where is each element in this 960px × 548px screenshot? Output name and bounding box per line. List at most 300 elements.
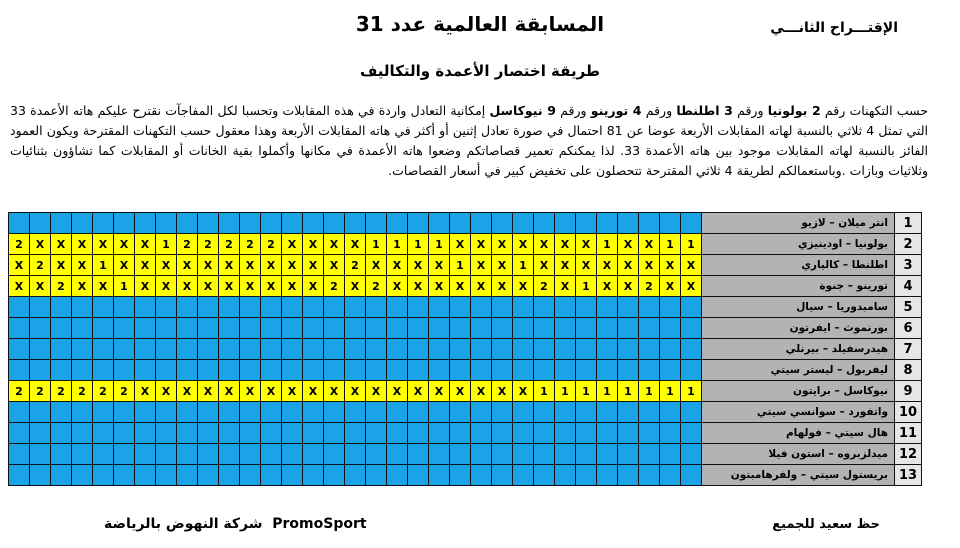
row-number: 13	[895, 465, 922, 486]
grid-cell: 1	[156, 234, 177, 255]
grid-cell	[408, 465, 429, 486]
grid-cell	[135, 318, 156, 339]
grid-cell	[198, 444, 219, 465]
grid-cell	[408, 423, 429, 444]
grid-cell	[30, 213, 51, 234]
grid-cell	[345, 318, 366, 339]
grid-cell	[555, 339, 576, 360]
grid-cell: X	[114, 255, 135, 276]
grid-cell	[177, 423, 198, 444]
grid-cell	[681, 318, 702, 339]
grid-cell	[471, 360, 492, 381]
grid-cell: X	[492, 234, 513, 255]
grid-cell	[219, 465, 240, 486]
grid-cell	[555, 444, 576, 465]
grid-cell: 2	[324, 276, 345, 297]
grid-cell: X	[198, 255, 219, 276]
grid-cell	[135, 360, 156, 381]
grid-cell	[597, 423, 618, 444]
grid-cell	[324, 465, 345, 486]
grid-cell	[345, 360, 366, 381]
grid-cell: X	[282, 234, 303, 255]
brand-name: PromoSport	[272, 516, 367, 532]
grid-cell: 1	[93, 255, 114, 276]
match-name: سامبدوريا – سيال	[702, 297, 895, 318]
grid-cell	[366, 297, 387, 318]
grid-cell	[324, 402, 345, 423]
grid-cell	[282, 360, 303, 381]
grid-cell: 2	[51, 381, 72, 402]
grid-cell	[408, 402, 429, 423]
grid-cell	[450, 297, 471, 318]
grid-cell	[114, 423, 135, 444]
grid-cell: X	[156, 381, 177, 402]
grid-cell	[93, 339, 114, 360]
grid-cell	[534, 297, 555, 318]
grid-cell: X	[303, 276, 324, 297]
grid-cell	[72, 297, 93, 318]
grid-cell	[471, 339, 492, 360]
grid-cell	[366, 213, 387, 234]
grid-cell	[177, 465, 198, 486]
grid-cell: X	[513, 276, 534, 297]
grid-cell: X	[597, 255, 618, 276]
grid-cell	[324, 423, 345, 444]
grid-cell: X	[429, 276, 450, 297]
grid-cell	[366, 423, 387, 444]
grid-cell	[618, 318, 639, 339]
row-number: 4	[895, 276, 922, 297]
grid-cell	[534, 402, 555, 423]
grid-cell: X	[303, 255, 324, 276]
desc-bold-newcastle: 9 نيوكاسل	[489, 103, 556, 118]
grid-cell	[156, 339, 177, 360]
grid-cell: 1	[387, 234, 408, 255]
grid-cell	[345, 423, 366, 444]
grid-cell: X	[282, 381, 303, 402]
grid-cell	[555, 213, 576, 234]
grid-cell: X	[324, 234, 345, 255]
grid-cell	[429, 213, 450, 234]
grid-cell: X	[450, 381, 471, 402]
company-name: شركة النهوض بالرياضة	[104, 516, 263, 532]
grid-cell: 2	[114, 381, 135, 402]
grid-cell: X	[93, 276, 114, 297]
grid-cell	[387, 213, 408, 234]
grid-cell	[282, 423, 303, 444]
grid-cell: X	[72, 276, 93, 297]
grid-cell	[51, 360, 72, 381]
grid-cell	[555, 465, 576, 486]
grid-cell	[534, 318, 555, 339]
grid-cell: X	[135, 255, 156, 276]
grid-cell: X	[681, 255, 702, 276]
grid-cell	[156, 423, 177, 444]
grid-cell: X	[303, 381, 324, 402]
grid-cell: 2	[198, 234, 219, 255]
grid-cell	[219, 360, 240, 381]
grid-cell: X	[555, 234, 576, 255]
grid-cell	[261, 444, 282, 465]
grid-cell: X	[72, 234, 93, 255]
desc-text: إمكانية التعادل واردة في هذه المقابلات وتحسبا لكل المفاجآت نقترح عليكم هاته الأعمدة 33 التي تمثل 4 ثلاثي بالنسبة لهاته المقابلات الأربعة عوضا عن 81 احتمال في صورة تعادل إثنين أو أكثر في هاته المقابلات الأربعة وهذا معقول حسب التكهنات المقترحة ويكون العمود الفائز بالنسبة لهاته المقابلات موجود بين هاته الأعمدة 33. لذا يمكنكم تعمير قصاصاتكم وضعوا هاته الأعمدة في مكانها وأكملوا بقية الخانات أو المقابلات كما تشاؤون بثنائيات وثلاثيات وبازات .وباستعمالكم لطريقة 4 ثلاثي المقترحة تتحصلون على تخفيض كبير في أسعار القصاصات.	[10, 103, 928, 178]
grid-cell	[576, 444, 597, 465]
grid-cell	[198, 297, 219, 318]
grid-cell	[114, 465, 135, 486]
grid-cell	[282, 297, 303, 318]
grid-cell: 1	[681, 234, 702, 255]
grid-cell	[72, 213, 93, 234]
grid-cell: X	[555, 276, 576, 297]
grid-cell: X	[429, 255, 450, 276]
grid-cell	[135, 339, 156, 360]
grid-cell	[261, 465, 282, 486]
row-number: 10	[895, 402, 922, 423]
grid-cell	[114, 402, 135, 423]
grid-cell	[303, 402, 324, 423]
grid-cell	[219, 444, 240, 465]
grid-cell	[387, 423, 408, 444]
grid-cell: X	[240, 381, 261, 402]
grid-cell	[576, 213, 597, 234]
grid-cell: X	[534, 255, 555, 276]
grid-cell	[72, 318, 93, 339]
grid-cell	[492, 318, 513, 339]
grid-cell	[345, 297, 366, 318]
grid-cell	[156, 360, 177, 381]
grid-cell: X	[387, 276, 408, 297]
grid-cell	[135, 423, 156, 444]
grid-cell	[345, 465, 366, 486]
grid-cell: X	[387, 255, 408, 276]
grid-cell: X	[555, 255, 576, 276]
grid-cell	[93, 213, 114, 234]
grid-cell	[51, 465, 72, 486]
grid-cell: X	[345, 234, 366, 255]
grid-cell	[114, 318, 135, 339]
grid-cell: X	[261, 255, 282, 276]
grid-row	[9, 444, 922, 465]
grid-cell	[156, 465, 177, 486]
grid-cell	[93, 402, 114, 423]
grid-cell	[177, 213, 198, 234]
grid-cell	[9, 213, 30, 234]
grid-cell: X	[198, 276, 219, 297]
grid-cell	[282, 402, 303, 423]
grid-cell	[408, 339, 429, 360]
grid-cell	[471, 402, 492, 423]
grid-row	[9, 465, 922, 486]
desc-text: ورقم	[641, 103, 677, 118]
grid-row	[9, 423, 922, 444]
grid-cell: X	[471, 234, 492, 255]
grid-cell	[9, 297, 30, 318]
grid-cell	[303, 444, 324, 465]
grid-cell	[135, 297, 156, 318]
grid-cell	[366, 318, 387, 339]
grid-cell	[681, 423, 702, 444]
grid-cell	[282, 465, 303, 486]
grid-cell	[303, 339, 324, 360]
grid-cell	[513, 465, 534, 486]
grid-cell	[660, 297, 681, 318]
grid-cell: X	[261, 381, 282, 402]
grid-cell	[681, 360, 702, 381]
grid-row	[9, 213, 922, 234]
grid-cell	[618, 465, 639, 486]
grid-cell	[240, 423, 261, 444]
footer-wish: حظ سعيد للجميع	[772, 517, 880, 532]
match-name: نيوكاسل – برايتون	[702, 381, 895, 402]
grid-cell	[492, 213, 513, 234]
grid-cell	[72, 444, 93, 465]
grid-cell	[639, 423, 660, 444]
grid-cell	[513, 402, 534, 423]
grid-cell	[660, 444, 681, 465]
grid-cell	[30, 318, 51, 339]
grid-cell	[177, 339, 198, 360]
grid-cell	[387, 444, 408, 465]
grid-cell	[324, 213, 345, 234]
grid-cell: 1	[114, 276, 135, 297]
match-name: بريستول سيتي – ولفرهامبتون	[702, 465, 895, 486]
grid-cell	[261, 360, 282, 381]
grid-cell: 2	[51, 276, 72, 297]
grid-cell	[72, 360, 93, 381]
grid-cell: X	[492, 255, 513, 276]
grid-cell	[198, 339, 219, 360]
grid-cell	[429, 465, 450, 486]
grid-cell: X	[324, 255, 345, 276]
grid-cell	[198, 465, 219, 486]
grid-cell	[429, 423, 450, 444]
grid-cell	[93, 444, 114, 465]
grid-cell	[240, 465, 261, 486]
grid-cell	[576, 465, 597, 486]
match-name: تورينو – جنوة	[702, 276, 895, 297]
grid-cell: 2	[240, 234, 261, 255]
grid-cell: 1	[576, 381, 597, 402]
grid-cell: X	[450, 276, 471, 297]
row-number: 7	[895, 339, 922, 360]
grid-cell	[408, 444, 429, 465]
grid-cell	[72, 339, 93, 360]
grid-cell	[513, 339, 534, 360]
grid-cell	[30, 297, 51, 318]
grid-cell	[534, 339, 555, 360]
grid-cell	[324, 339, 345, 360]
grid-cell	[93, 423, 114, 444]
grid-cell	[513, 360, 534, 381]
grid-cell: X	[345, 276, 366, 297]
desc-bold-bologna: 2 بولونيا	[767, 103, 821, 118]
grid-cell: X	[681, 276, 702, 297]
grid-cell: 2	[219, 234, 240, 255]
row-number: 1	[895, 213, 922, 234]
grid-cell	[114, 444, 135, 465]
page-title: المسابقة العالمية عدد 31	[355, 12, 605, 36]
grid-cell	[408, 318, 429, 339]
grid-cell: X	[282, 276, 303, 297]
grid-cell	[93, 465, 114, 486]
grid-cell	[681, 339, 702, 360]
grid-cell	[534, 444, 555, 465]
match-name: هال سيتي – فولهام	[702, 423, 895, 444]
grid-cell: X	[639, 255, 660, 276]
grid-cell	[345, 339, 366, 360]
grid-cell	[198, 423, 219, 444]
grid-cell	[450, 444, 471, 465]
grid-cell: X	[660, 276, 681, 297]
grid-cell	[681, 444, 702, 465]
grid-cell	[387, 318, 408, 339]
grid-cell	[492, 360, 513, 381]
grid-cell	[177, 444, 198, 465]
grid-cell	[219, 318, 240, 339]
grid-cell	[9, 423, 30, 444]
grid-cell	[51, 213, 72, 234]
grid-cell: X	[240, 255, 261, 276]
grid-cell	[114, 339, 135, 360]
grid-cell	[597, 339, 618, 360]
grid-cell: 1	[366, 234, 387, 255]
grid-cell: X	[387, 381, 408, 402]
grid-cell	[555, 297, 576, 318]
grid-cell	[660, 465, 681, 486]
grid-cell: X	[471, 381, 492, 402]
grid-cell	[576, 318, 597, 339]
grid-cell: X	[135, 381, 156, 402]
grid-cell	[555, 423, 576, 444]
grid-cell: X	[303, 234, 324, 255]
grid-cell	[261, 318, 282, 339]
grid-cell	[9, 339, 30, 360]
grid-cell	[135, 402, 156, 423]
grid-cell	[156, 297, 177, 318]
grid-cell: 2	[72, 381, 93, 402]
grid-cell	[429, 402, 450, 423]
grid-cell	[576, 402, 597, 423]
grid-cell: X	[513, 381, 534, 402]
grid-cell: X	[345, 381, 366, 402]
grid-cell: X	[618, 255, 639, 276]
grid-cell	[240, 213, 261, 234]
grid-cell	[576, 360, 597, 381]
grid-cell: X	[408, 255, 429, 276]
grid-cell: X	[408, 276, 429, 297]
grid-cell	[114, 360, 135, 381]
grid-cell	[513, 318, 534, 339]
grid-cell	[618, 360, 639, 381]
grid-cell	[639, 465, 660, 486]
grid-cell: 1	[660, 234, 681, 255]
grid-cell	[219, 423, 240, 444]
desc-text: ورقم	[732, 103, 768, 118]
grid-cell	[660, 423, 681, 444]
grid-cell: X	[240, 276, 261, 297]
grid-cell	[324, 318, 345, 339]
grid-row	[9, 255, 922, 276]
grid-cell	[114, 213, 135, 234]
grid-cell	[471, 318, 492, 339]
grid-cell	[660, 339, 681, 360]
grid-cell	[492, 297, 513, 318]
grid-cell	[177, 360, 198, 381]
row-number: 6	[895, 318, 922, 339]
grid-cell	[9, 318, 30, 339]
grid-cell: 2	[366, 276, 387, 297]
grid-cell	[303, 423, 324, 444]
grid-cell	[492, 423, 513, 444]
grid-cell	[408, 297, 429, 318]
row-number: 8	[895, 360, 922, 381]
grid-cell: 1	[639, 381, 660, 402]
grid-cell	[681, 465, 702, 486]
grid-cell: X	[261, 276, 282, 297]
grid-cell	[639, 297, 660, 318]
match-name: ميدلزبروه – استون فيلا	[702, 444, 895, 465]
grid-cell: 2	[9, 234, 30, 255]
match-name: بولونيا – اودينيزي	[702, 234, 895, 255]
grid-cell	[30, 465, 51, 486]
grid-cell	[597, 360, 618, 381]
grid-cell	[198, 360, 219, 381]
grid-cell: X	[429, 381, 450, 402]
grid-cell	[618, 297, 639, 318]
grid-cell	[219, 213, 240, 234]
grid-cell: 1	[660, 381, 681, 402]
grid-cell	[240, 402, 261, 423]
proposal-label: الإقتـــراح الثانـــي	[770, 20, 898, 36]
grid-cell	[639, 339, 660, 360]
grid-cell	[387, 402, 408, 423]
grid-cell	[408, 360, 429, 381]
grid-cell	[261, 213, 282, 234]
footer-company	[104, 516, 367, 532]
grid-cell: X	[513, 234, 534, 255]
grid-cell	[387, 465, 408, 486]
grid-cell: X	[30, 234, 51, 255]
grid-cell	[345, 213, 366, 234]
grid-cell	[303, 213, 324, 234]
grid-cell	[471, 297, 492, 318]
grid-cell: X	[450, 234, 471, 255]
row-number: 12	[895, 444, 922, 465]
grid-cell: X	[156, 276, 177, 297]
grid-cell: X	[30, 276, 51, 297]
grid-cell	[660, 318, 681, 339]
grid-cell	[492, 465, 513, 486]
grid-cell	[513, 423, 534, 444]
grid-cell: 2	[30, 381, 51, 402]
grid-cell	[282, 339, 303, 360]
grid-cell: 1	[597, 234, 618, 255]
grid-cell	[219, 297, 240, 318]
grid-cell: X	[576, 255, 597, 276]
grid-cell	[135, 444, 156, 465]
grid-cell	[30, 423, 51, 444]
grid-cell	[450, 465, 471, 486]
grid-cell	[366, 465, 387, 486]
grid-cell	[240, 360, 261, 381]
grid-cell	[618, 444, 639, 465]
grid-cell	[9, 444, 30, 465]
grid-cell	[660, 360, 681, 381]
grid-cell	[177, 318, 198, 339]
grid-cell	[618, 402, 639, 423]
grid-cell	[156, 444, 177, 465]
grid-cell	[303, 318, 324, 339]
